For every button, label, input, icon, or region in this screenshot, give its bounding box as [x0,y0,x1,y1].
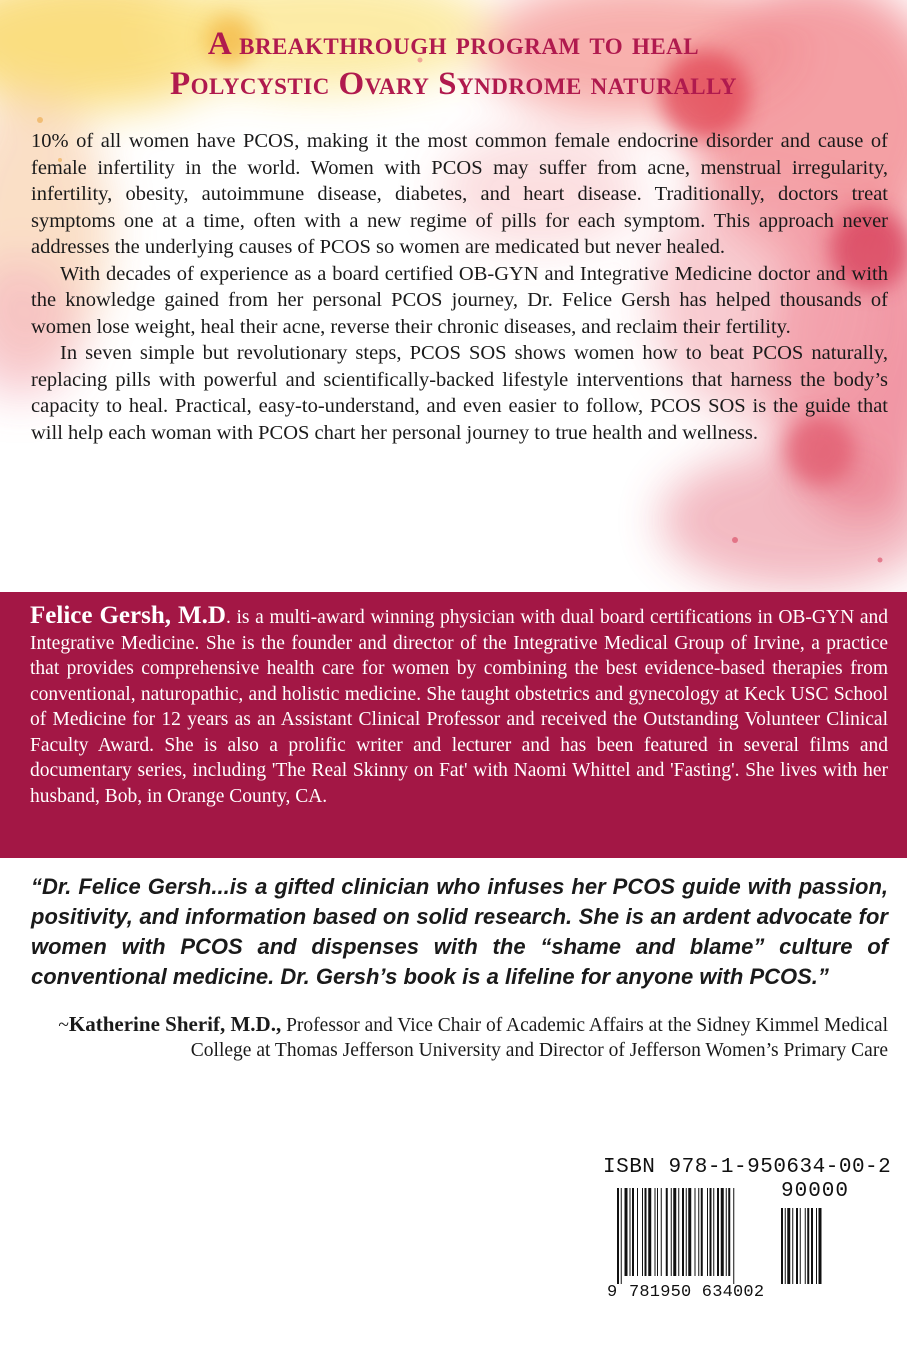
barcode-bar [713,1188,714,1276]
blurb-paragraph-3: In seven simple but revolutionary steps, PCOS SOS shows women how to beat PCOS naturally, replacing pills with powerful and scientifically-backed lifestyle interventions that harness the body’s capacity to heal. Practical, easy-to-understand, and even easier to follow, PCOS SOS is the guide that will help each woman with PCOS chart her personal journey to true health and wellness. [31,342,888,444]
price-code: 90000 [781,1180,850,1203]
attribution-title: Professor and Vice Chair of Academic Affairs at the Sidney Kimmel Medical College at Thomas Jefferson University and Director of Jefferson Women’s Primary Care [190,1015,888,1061]
barcode-bar [701,1188,703,1276]
headline-line-1: A breakthrough program to heal [207,26,700,62]
barcode-bar [666,1188,668,1276]
price-bar [819,1208,822,1284]
price-bar [787,1208,790,1284]
barcode-bar [686,1188,687,1276]
barcode-bar [726,1188,727,1276]
barcode-bar [655,1188,656,1276]
barcode-bar [682,1188,684,1276]
attribution-name: Katherine Sherif, M.D., [68,1012,282,1036]
price-bar [807,1208,809,1284]
barcode-bar [710,1188,712,1276]
barcode-bar [648,1188,651,1276]
barcode-bar [678,1188,679,1276]
headline-line-2: Polycystic Ovary Syndrome naturally [170,66,737,102]
barcode-bar [688,1188,691,1276]
barcode-bar [657,1188,658,1276]
price-bar [800,1208,801,1284]
price-bar [781,1208,783,1284]
barcode-bar [632,1188,634,1276]
barcode-bar [721,1188,724,1276]
barcode-bar [733,1188,734,1284]
price-bar [785,1208,786,1284]
barcode-bar [621,1188,622,1284]
barcode-bar [661,1188,662,1276]
barcode-bar [695,1188,696,1276]
barcode-bar [698,1188,699,1276]
barcode-bar [728,1188,730,1276]
barcode-bar [630,1188,631,1276]
barcode-bar [617,1188,619,1284]
barcode-bar [637,1188,638,1276]
barcode-bar [645,1188,647,1276]
price-bar [805,1208,806,1284]
testimonial-attribution [40,1012,888,1063]
barcode-bar [625,1188,628,1276]
author-name: Felice Gersh, M.D [30,602,226,629]
price-bar [811,1208,813,1284]
barcode-bar [717,1188,719,1276]
barcode-digits: 781950 634002 [629,1283,765,1302]
isbn-label: ISBN 978-1-950634-00-2 [603,1156,892,1179]
attribution-prefix: ~ [58,1015,69,1036]
author-bio-text: . is a multi-award winning physician with dual board certifications in OB-GYN and Integrative Medicine. She is the founder and director of the Integrative Medical Group of Irvine, a practice that provides comprehensive health care for women by combining the best evidence-based therapies from conventional, naturopathic, and holistic medicine. She taught obstetrics and gynecology at Keck USC School of Medicine for 12 years as an Assistant Clinical Professor and received the Outstanding Volunteer Clinical Faculty Award. She is also a prolific writer and lecturer and has been featured in several films and documentary series, including 'The Real Skinny on Fat' with Naomi Whittel and 'Fasting'. She lives with her husband, Bob, in Orange County, CA. [30,607,888,807]
blurb-paragraph-1: 10% of all women have PCOS, making it the most common female endocrine disorder and cause of female infertility in the world. Women with PCOS may suffer from acne, menstrual irregularity, infertility, obesity, autoimmune disease, diabetes, and heart disease. Traditionally, doctors treat symptoms one at a time, often with a new regime of pills for each symptom. This approach never addresses the underlying causes of PCOS so women are medicated but never healed. [31,130,888,258]
barcode-bar [673,1188,676,1276]
author-bio [30,603,888,809]
blurb-paragraph-2: With decades of experience as a board certified OB-GYN and Integrative Medicine doctor and with the knowledge gained from her personal PCOS journey, Dr. Felice Gersh has helped thousands of women lose weight, heal their acne, reverse their chronic diseases, and reclaim their fertility. [31,262,888,338]
price-bar [792,1208,793,1284]
barcode-bar [642,1188,643,1276]
book-blurb [31,128,888,446]
price-bar [796,1208,798,1284]
barcode-bars [601,1182,841,1286]
isbn-barcode [601,1156,892,1308]
barcode-bar [707,1188,708,1276]
price-bar [816,1208,817,1284]
headline [0,24,907,104]
testimonial-quote: “Dr. Felice Gersh...is a gifted clinician who infuses her PCOS guide with passion, positivity, and information based on solid research. She is an ardent advocate for women with PCOS and dispenses with the “shame and blame” culture of conventional medicine. Dr. Gersh’s book is a lifeline for anyone with PCOS.” [31,874,888,989]
barcode-bar [671,1188,672,1276]
barcode-lead-digit: 9 [607,1283,618,1302]
